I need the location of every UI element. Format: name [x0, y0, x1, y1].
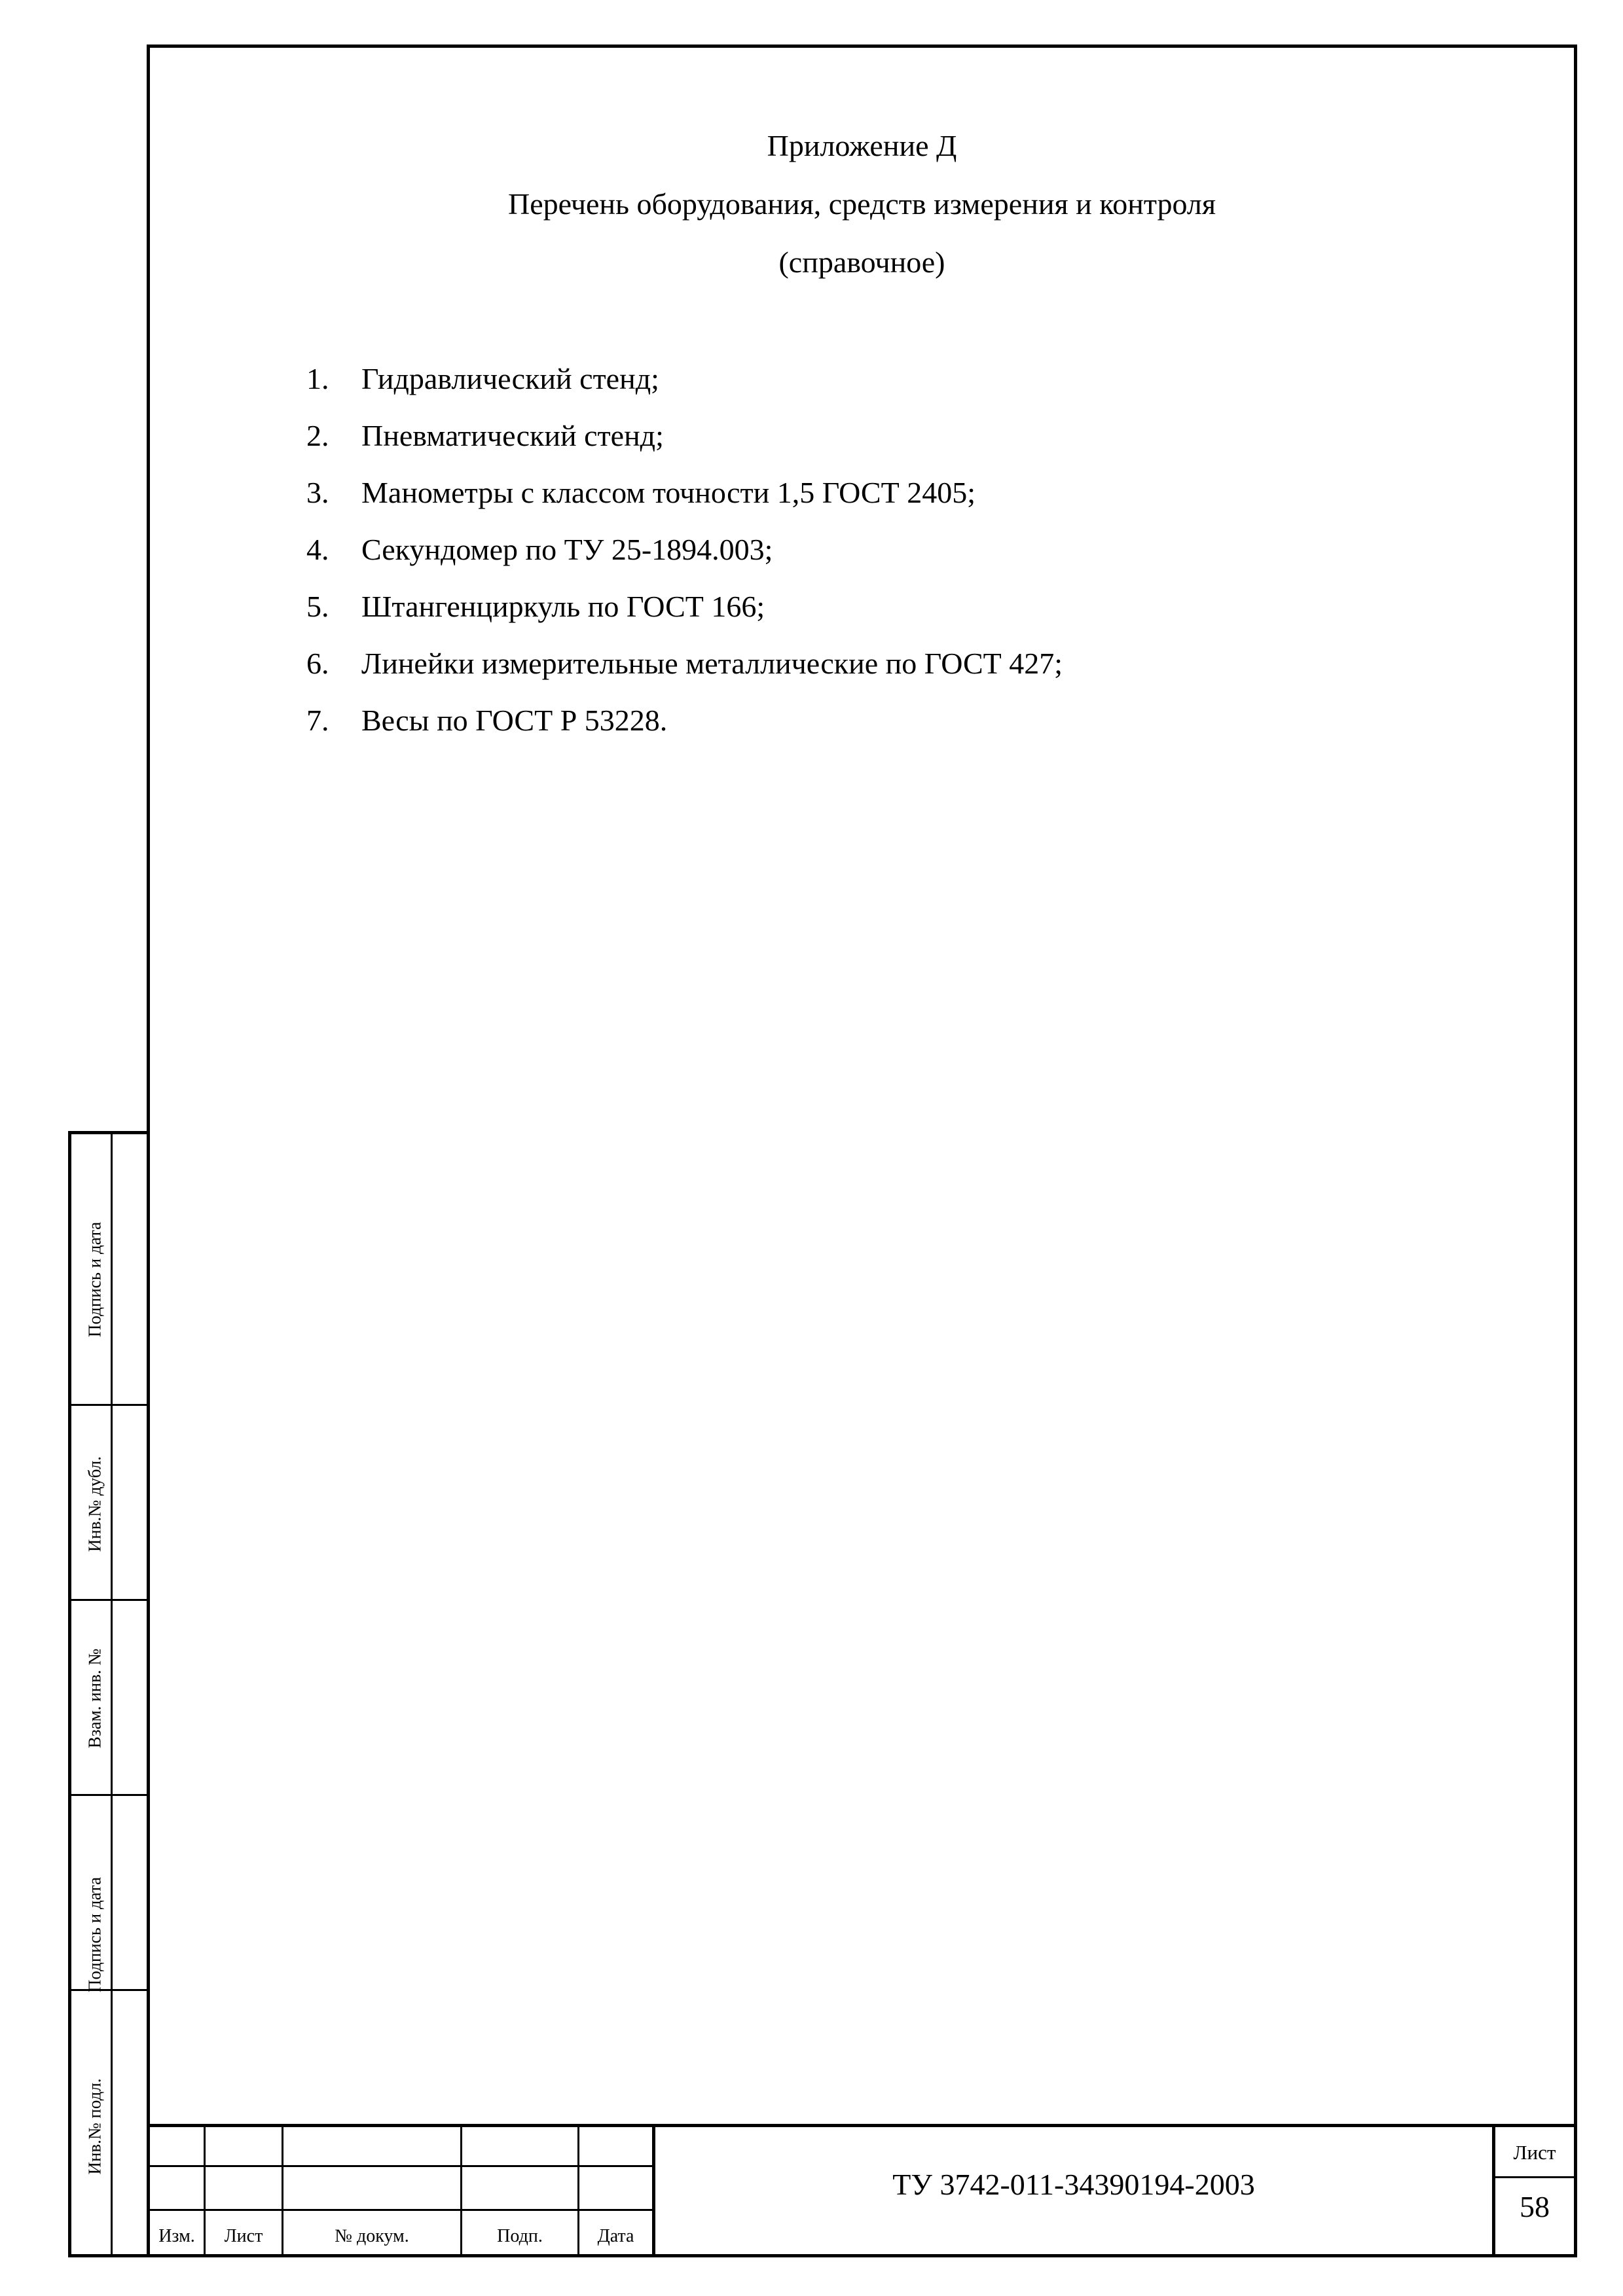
appendix-note: (справочное)	[778, 245, 945, 279]
side-stamp-divider	[111, 1134, 113, 2254]
side-label-replace-inv: Взам. инв. №	[84, 1648, 105, 1749]
list-item-number: 7.	[306, 704, 329, 737]
appendix-subtitle: Перечень оборудования, средств измерения и контроля	[507, 187, 1216, 221]
side-label-signature-date-top: Подпись и дата	[84, 1221, 105, 1338]
list-item-text: Весы по ГОСТ Р 53228.	[361, 704, 668, 737]
equipment-list	[306, 350, 1063, 749]
list-item-number: 4.	[306, 533, 329, 566]
side-label-signature-date-bottom: Подпись и дата	[84, 1876, 105, 1993]
list-item-text: Манометры с классом точности 1,5 ГОСТ 2405;	[361, 476, 976, 509]
list-item-text: Линейки измерительные металлические по ГОСТ 427;	[361, 647, 1063, 680]
list-item	[306, 521, 1063, 578]
list-item	[306, 464, 1063, 521]
list-item	[306, 350, 1063, 407]
side-label-inv-orig: Инв.№ подл.	[84, 2078, 105, 2175]
title-block-border	[150, 2124, 1574, 2127]
list-item-text: Секундомер по ТУ 25-1894.003;	[361, 533, 773, 566]
side-stamp	[68, 1131, 150, 2257]
column-label-izm: Изм.	[158, 2226, 195, 2246]
list-item	[306, 578, 1063, 635]
column-label-list: Лист	[224, 2226, 263, 2246]
list-item	[306, 407, 1063, 464]
side-stamp-divider	[71, 1599, 147, 1601]
list-item	[306, 635, 1063, 692]
list-item-text: Пневматический стенд;	[361, 419, 664, 452]
list-item-number: 2.	[306, 419, 329, 452]
list-item-text: Штангенциркуль по ГОСТ 166;	[361, 590, 765, 623]
appendix-title: Приложение Д	[767, 129, 957, 162]
list-item-number: 6.	[306, 647, 329, 680]
list-item-number: 3.	[306, 476, 329, 509]
list-item-number: 1.	[306, 362, 329, 395]
column-label-doc-number: № докум.	[335, 2226, 409, 2246]
list-item	[306, 692, 1063, 749]
column-label-signature: Подп.	[497, 2226, 543, 2246]
title-block-divider	[150, 2165, 655, 2167]
list-item-number: 5.	[306, 590, 329, 623]
column-label-date: Дата	[597, 2226, 634, 2246]
side-stamp-divider	[71, 1794, 147, 1796]
sheet-number: 58	[1520, 2190, 1550, 2223]
title-block-divider	[1492, 2176, 1574, 2178]
list-item-text: Гидравлический стенд;	[361, 362, 659, 395]
side-label-inv-dup: Инв.№ дубл.	[84, 1456, 105, 1552]
document-code: ТУ 3742-011-34390194-2003	[892, 2168, 1255, 2201]
sheet-label: Лист	[1513, 2141, 1556, 2164]
title-block-divider	[150, 2209, 655, 2211]
title-block	[150, 2124, 1574, 2254]
side-stamp-divider	[71, 1989, 147, 1991]
side-stamp-divider	[71, 1404, 147, 1406]
